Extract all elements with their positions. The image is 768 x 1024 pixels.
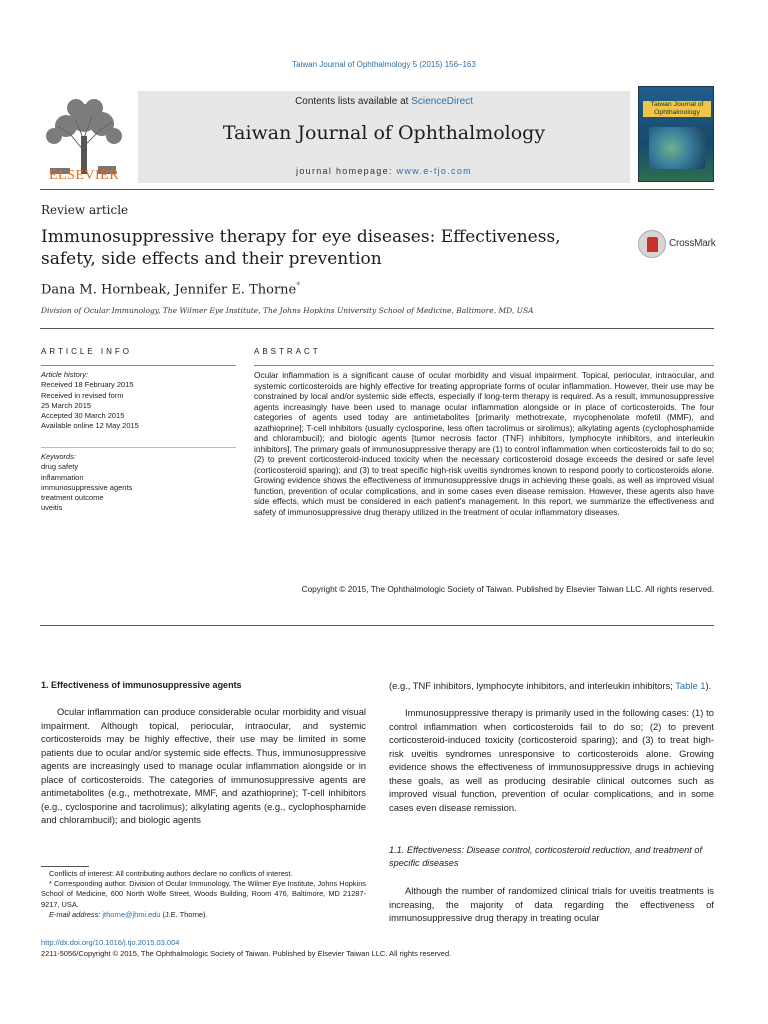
keywords-label: Keywords: (41, 452, 77, 461)
abstract-text: Ocular inflammation is a significant cause of ocular morbidity and visual impairment. Topical, periocular, intraocular, and systemic corticosteroids are highly effective for treating appropriate forms of ocular inflammation. However, their use may be constrained by local and/or systemic side effects, especially if long-term therapy is required. As a result, immunosuppressive agents increasingly have been used to manage ocular inflammation alongside or in place of corticosteroids. The four categories of agents used today are antimetabolites [primarily methotrexate, mycophenolate mofetil (MMF), and azathioprine]; T-cell inhibitors (usually cyclosporine, less often tacrolimus or sirolimus); alkylating agents (cyclophosphamide and chlorambucil); and biologic agents [tumor necrosis factor (TNF) inhibitors, lymphocyte inhibitors, and interleukin inhibitors]. The primary goals of immunosuppressive therapy are (1) to control inflammation when corticosteroids fail to do so; (2) to prevent corticosteroid-induced toxicity when the necessary corticosteroid dosage exceeds the desired or safe level (corticosteroid sparing); and (3) to treat specific high-risk uveitis syndromes known to respond poorly to corticosteroids alone. Growing evidence shows the effectiveness of immunosuppressive drugs in achieving these goals, as well as improved visual function, prevention of ocular complications, and in some cases even disease remission. However, these agents also have side effects, which must be considered in each patient's management. In this report, we summarize the effectiveness and safety of immunosuppressive drug therapy utilized in the treatment of ocular inflammatory diseases. (254, 370, 714, 517)
sciencedirect-link[interactable]: ScienceDirect (411, 96, 473, 107)
keywords (41, 452, 236, 514)
article-title: Immunosuppressive therapy for eye diseases: Effectiveness, safety, side effects and their prevention (41, 227, 561, 269)
keyword-item: treatment outcome (41, 493, 104, 503)
cover-title: Taiwan Journal of Ophthalmology (643, 101, 711, 117)
continued-text: (e.g., TNF inhibitors, lymphocyte inhibitors, and interleukin inhibitors; (389, 680, 676, 691)
corresponding-note: * Corresponding author. Division of Ocular Immunology, The Wilmer Eye Institute, Johns Hopkins School of Medicine, 600 North Wolfe Street, Woods Building, Room 476, Baltimore, MD 21287-9217, USA. (41, 879, 366, 909)
subsection-heading: 1.1. Effectiveness: Disease control, corticosteroid reduction, and treatment of specific diseases (389, 845, 703, 868)
footnote-rule (41, 866, 89, 867)
history-item: Received in revised form (41, 390, 124, 400)
homepage-prefix: journal homepage: (296, 166, 397, 176)
author-list (41, 281, 300, 297)
conflicts-note: Conflicts of interest: All contributing authors declare no conflicts of interest. (49, 869, 293, 878)
section-heading: 1. Effectiveness of immunosuppressive agents (41, 680, 242, 690)
history-item: 25 March 2015 (41, 400, 92, 410)
abstract-copyright: Copyright © 2015, The Ophthalmologic Society of Taiwan. Published by Elsevier Taiwan LLC. All rights reserved. (301, 584, 714, 594)
contents-prefix: Contents lists available at (295, 96, 412, 107)
author-affiliation: Division of Ocular Immunology, The Wilmer Eye Institute, The Johns Hopkins University School of Medicine, Baltimore, MD, USA (41, 306, 534, 315)
abstract-rule (254, 365, 714, 366)
author-names: Dana M. Hornbeak, Jennifer E. Thorne (41, 282, 297, 298)
crossmark-badge[interactable] (638, 230, 718, 258)
section-divider (40, 328, 714, 329)
article-info-rule (41, 365, 236, 366)
journal-name: Taiwan Journal of Ophthalmology (222, 122, 546, 144)
body-paragraph-continued (389, 679, 714, 693)
crossmark-icon (638, 230, 666, 258)
crossmark-label: CrossMark (669, 238, 716, 249)
history-item: Received 18 February 2015 (41, 380, 134, 390)
history-label: Article history: (41, 370, 89, 379)
table-1-link[interactable]: Table 1 (675, 680, 706, 691)
body-paragraph: Immunosuppressive therapy is primarily used in the following cases: (1) to control inflammation when corticosteroids fail to do so; (2) to prevent corticosteroid-induced toxicity (corticosteroid sparing); and (3) to treat high-risk uveitis syndromes unresponsive to corticosteroids alone. Growing evidence shows the effectiveness of immunosuppressive drugs in achieving these goals, as well as producing desirable clinical outcomes such as improved visual function, prevention of ocular complications, and in some cases even disease remission. (389, 707, 714, 813)
journal-cover-thumbnail[interactable] (638, 86, 714, 182)
article-info-separator (41, 447, 236, 448)
journal-homepage (138, 166, 630, 176)
email-suffix: (J.E. Thorne). (160, 909, 208, 919)
footnotes (41, 869, 366, 920)
issn-copyright: 2211-5056/Copyright © 2015, The Ophthalmologic Society of Taiwan. Published by Elsevier Taiwan LLC. All rights reserved. (41, 949, 452, 958)
journal-masthead (138, 91, 630, 183)
corresponding-author-mark[interactable]: * (296, 281, 301, 290)
continued-end: ). (705, 680, 712, 691)
article-history (41, 370, 236, 432)
contents-line (138, 96, 630, 107)
body-paragraph: Although the number of randomized clinical trials for uveitis treatments is increasing, the majority of data regarding the effectiveness of immunosuppressive drug therapy in treating ocular (389, 885, 714, 923)
keyword-item: immunosuppressive agents (41, 482, 133, 492)
cover-image (649, 127, 705, 169)
doi-link[interactable]: http://dx.doi.org/10.1016/j.tjo.2015.03.004 (41, 938, 180, 947)
homepage-link[interactable]: www.e-tjo.com (396, 166, 472, 176)
keyword-item: uveitis (41, 503, 63, 513)
history-item: Accepted 30 March 2015 (41, 411, 125, 421)
abstract-heading: ABSTRACT (254, 347, 321, 356)
history-item: Available online 12 May 2015 (41, 421, 139, 431)
email-note (41, 910, 366, 920)
body-paragraph: Ocular inflammation can produce considerable ocular morbidity and visual impairment. Although topical, periocular, intraocular, and systemic corticosteroids may be highly effective, their use may be limited in some patients due to ocular and/or systemic side effects. Thus, immunosuppressive agents are increasingly used to manage ocular inflammation alongside or in place of corticosteroids. The categories of immunosuppressive agents are antimetabolites (e.g., methotrexate, MMF, and azathioprine); T-cell inhibitors (e.g., cyclosporine and tacrolimus); alkylating agents (e.g., cyclophosphamide and chlorambucil); and biologic agents (41, 706, 366, 825)
journal-citation[interactable]: Taiwan Journal of Ophthalmology 5 (2015) 156–163 (292, 60, 476, 69)
header-divider (40, 189, 714, 190)
keyword-item: inflammation (41, 472, 84, 482)
elsevier-wordmark: ELSEVIER (48, 168, 120, 183)
article-info-heading: ARTICLE INFO (41, 347, 132, 356)
keyword-item: drug safety (41, 462, 79, 472)
body-divider (40, 625, 714, 626)
email-link[interactable]: jthorne@jhmi.edu (102, 909, 161, 919)
email-label: E-mail address: (49, 909, 103, 919)
article-type: Review article (41, 203, 129, 217)
